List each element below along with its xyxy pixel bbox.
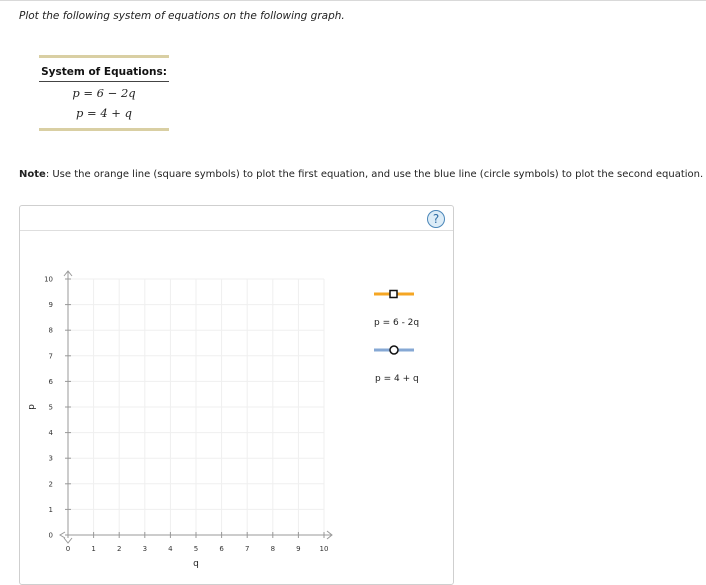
y-axis-label: p: [27, 404, 37, 410]
graph-panel-header: [20, 206, 453, 231]
x-tick-label: 2: [116, 545, 122, 553]
x-tick-label: 7: [244, 545, 250, 553]
y-tick-label: 2: [48, 480, 53, 489]
y-tick-label: 4: [48, 429, 53, 438]
equation-2: p = 4 + q: [76, 106, 132, 120]
y-tick-label: 5: [48, 403, 53, 412]
legend-label-eq2: p = 4 + q: [375, 374, 419, 384]
x-tick-label: 10: [319, 545, 329, 553]
y-tick-label: 8: [48, 326, 53, 335]
legend-blue-circle-tool[interactable]: [372, 342, 416, 358]
note-text: [19, 169, 703, 180]
x-tick-label: 3: [142, 545, 148, 553]
legend-label-eq1: p = 6 - 2q: [374, 318, 420, 328]
equations-box: [39, 55, 169, 131]
x-tick-label: 1: [91, 545, 96, 553]
equations-title: System of Equations:: [39, 66, 169, 82]
graph-panel: [19, 205, 454, 585]
equations-bottom-rule: [39, 128, 169, 131]
x-axis-label: q: [193, 559, 199, 569]
instruction-text: Plot the following system of equations on the following graph.: [19, 10, 345, 22]
y-tick-label: 9: [48, 301, 53, 310]
y-tick-label: 0: [48, 531, 53, 540]
y-tick-label: 3: [48, 454, 53, 463]
x-tick-label: 0: [65, 545, 71, 553]
x-tick-label: 4: [168, 545, 173, 553]
y-tick-label: 10: [44, 275, 53, 284]
x-tick-label: 5: [193, 545, 199, 553]
help-button[interactable]: ?: [427, 210, 445, 228]
note-body: : Use the orange line (square symbols) to plot the first equation, and use the blue line (circle symbols) to plot the second equation.: [45, 169, 704, 180]
x-tick-label: 6: [219, 545, 224, 553]
y-tick-label: 7: [48, 352, 53, 361]
y-tick-label: 1: [48, 505, 53, 514]
top-divider: [0, 0, 706, 1]
x-tick-label: 9: [296, 545, 301, 553]
note-prefix: Note: [19, 169, 46, 180]
equations-top-rule: [39, 55, 169, 58]
equation-1: p = 6 − 2q: [72, 86, 136, 100]
legend-orange-square-tool[interactable]: [372, 286, 416, 302]
x-tick-label: 8: [270, 545, 276, 553]
y-tick-label: 6: [48, 377, 53, 386]
